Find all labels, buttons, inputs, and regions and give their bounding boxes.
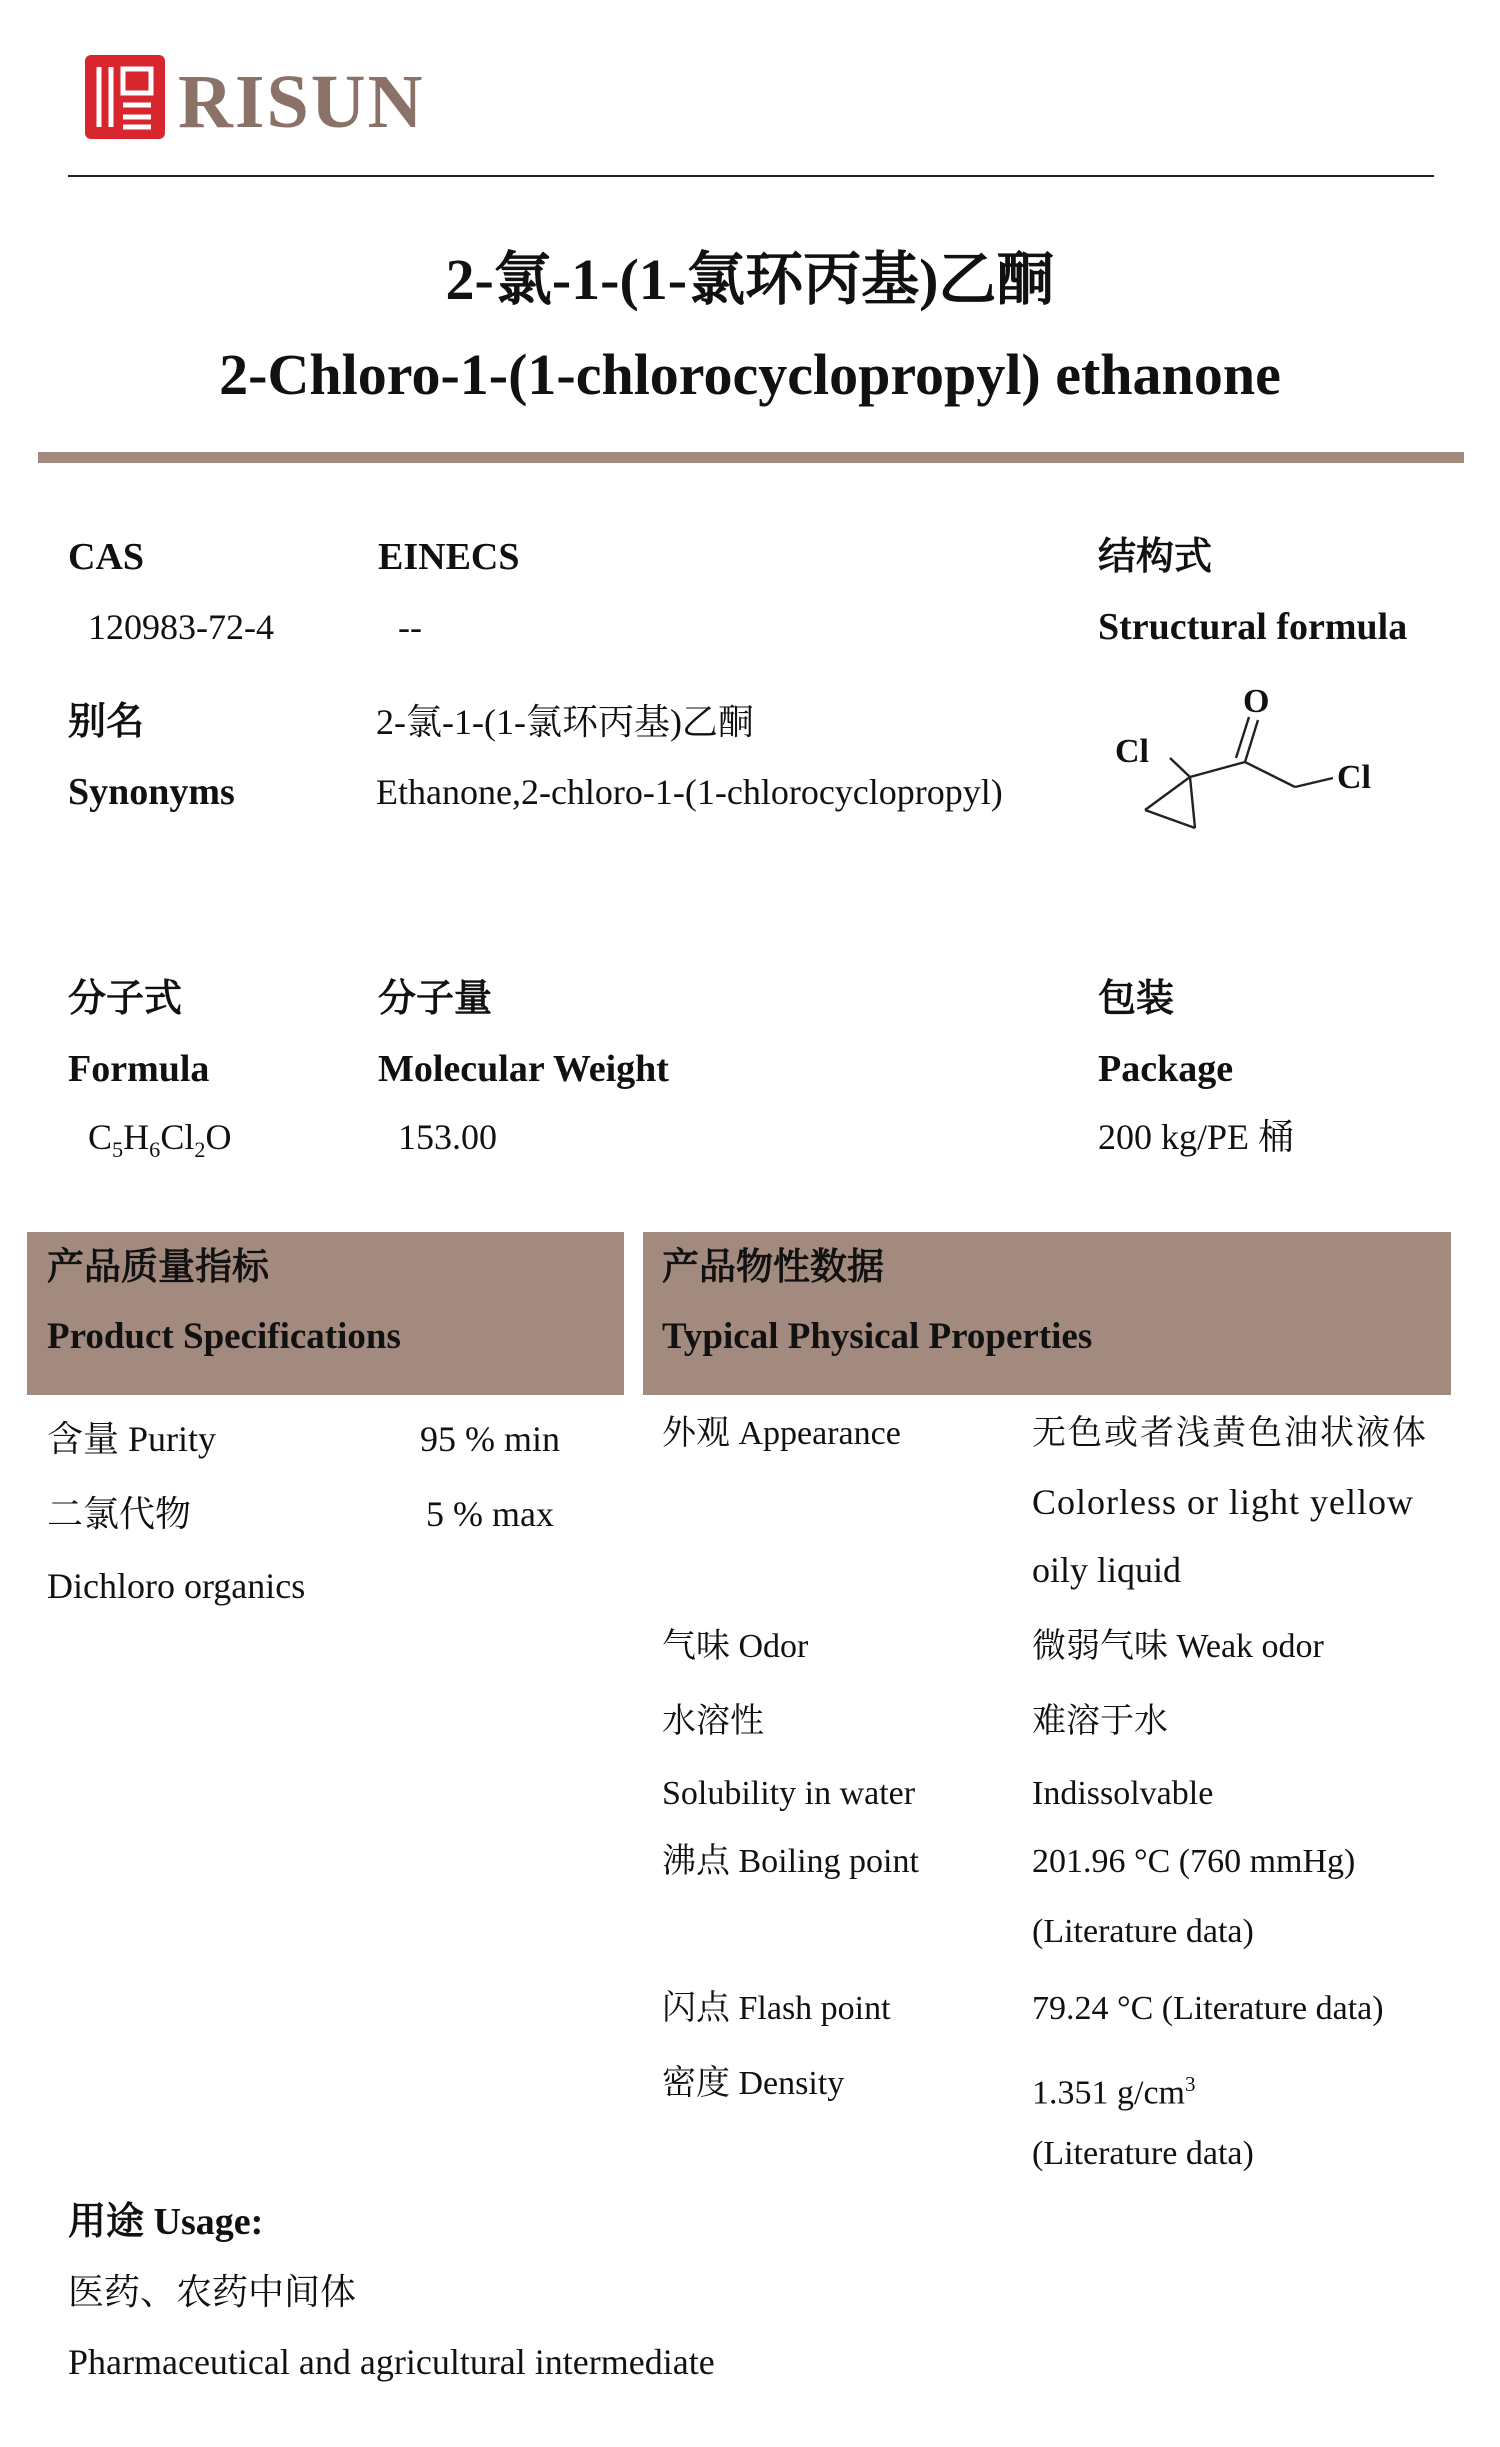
synonyms-label-cn: 别名 xyxy=(68,701,145,743)
spec-name: 含量 Purity xyxy=(47,1419,217,1459)
appearance-label: 外观 Appearance xyxy=(662,1415,901,1452)
structure-atom-cl-left: Cl xyxy=(1115,733,1149,770)
structure-atom-oxygen: O xyxy=(1243,683,1270,720)
structure-label-en: Structural formula xyxy=(1098,606,1408,648)
flash-point-label: 闪点 Flash point xyxy=(662,1990,891,2027)
product-title-cn: 2-氯-1-(1-氯环丙基)乙酮 xyxy=(445,247,1055,312)
solubility-en: Indissolvable xyxy=(1032,1775,1214,1812)
einecs-value: -- xyxy=(398,607,422,647)
density-label: 密度 Density xyxy=(662,2065,845,2102)
specs-header-cn: 产品质量指标 xyxy=(47,1247,269,1288)
product-title-en: 2-Chloro-1-(1-chlorocyclopropyl) ethanone xyxy=(219,342,1281,407)
synonyms-label-en: Synonyms xyxy=(68,771,235,813)
spec-name: 二氯代物 xyxy=(47,1494,192,1534)
formula-label-cn: 分子式 xyxy=(68,978,183,1020)
structure-atom-cl-right: Cl xyxy=(1337,759,1371,796)
properties-header-cn: 产品物性数据 xyxy=(662,1247,884,1288)
flash-point-value: 79.24 °C (Literature data) xyxy=(1032,1990,1384,2027)
mw-label-cn: 分子量 xyxy=(378,978,493,1020)
density-unit-superscript: 3 xyxy=(1184,2072,1196,2096)
header-divider xyxy=(68,175,1434,177)
package-label-cn: 包装 xyxy=(1098,978,1175,1020)
solubility-label-cn: 水溶性 xyxy=(662,1703,764,1740)
appearance-cn: 无色或者浅黄色油状液体 xyxy=(1032,1415,1428,1452)
boiling-point-label: 沸点 Boiling point xyxy=(662,1843,919,1880)
appearance-en-line1: Colorless or light yellow xyxy=(1032,1482,1414,1522)
odor-value: 微弱气味 Weak odor xyxy=(1032,1628,1324,1665)
boiling-point-note: (Literature data) xyxy=(1032,1913,1254,1950)
usage-cn: 医药、农药中间体 xyxy=(68,2272,357,2312)
logo-icon xyxy=(85,55,165,139)
brand-name: RISUN xyxy=(178,60,425,144)
appearance-en-line2: oily liquid xyxy=(1032,1550,1182,1590)
boiling-point-value: 201.96 °C (760 mmHg) xyxy=(1032,1843,1356,1880)
title-divider xyxy=(38,452,1464,463)
solubility-label-en: Solubility in water xyxy=(662,1775,916,1812)
density-value: 1.351 $g/cm^3$ xyxy=(1032,2072,1196,2112)
package-label-en: Package xyxy=(1098,1048,1234,1090)
spec-name: Dichloro organics xyxy=(47,1566,306,1606)
spec-value: 5 % max xyxy=(426,1494,554,1534)
spec-value: 95 % min xyxy=(420,1419,560,1459)
einecs-label: EINECS xyxy=(378,536,520,578)
specs-header-en: Product Specifications xyxy=(47,1316,401,1357)
structural-formula-diagram xyxy=(1105,680,1405,850)
cas-label: CAS xyxy=(68,536,145,578)
usage-en: Pharmaceutical and agricultural intermediate xyxy=(68,2342,715,2382)
formula-value: $C_5H_6Cl_2O$ xyxy=(88,1117,232,1163)
odor-label: 气味 Odor xyxy=(662,1628,809,1665)
formula-label-en: Formula xyxy=(68,1048,210,1090)
structure-label-cn: 结构式 xyxy=(1098,536,1213,578)
solubility-cn: 难溶于水 xyxy=(1032,1703,1168,1740)
package-value: 200 kg/PE 桶 xyxy=(1098,1117,1295,1157)
synonyms-cn: 2-氯-1-(1-氯环丙基)乙酮 xyxy=(376,702,754,742)
cas-value: 120983-72-4 xyxy=(88,607,274,647)
mw-label-en: Molecular Weight xyxy=(378,1048,669,1090)
density-note: (Literature data) xyxy=(1032,2135,1254,2172)
properties-header-en: Typical Physical Properties xyxy=(662,1316,1093,1357)
usage-label: 用途 Usage: xyxy=(68,2201,264,2243)
mw-value: 153.00 xyxy=(398,1117,497,1157)
synonyms-en: Ethanone,2-chloro-1-(1-chlorocyclopropyl) xyxy=(376,772,1003,812)
